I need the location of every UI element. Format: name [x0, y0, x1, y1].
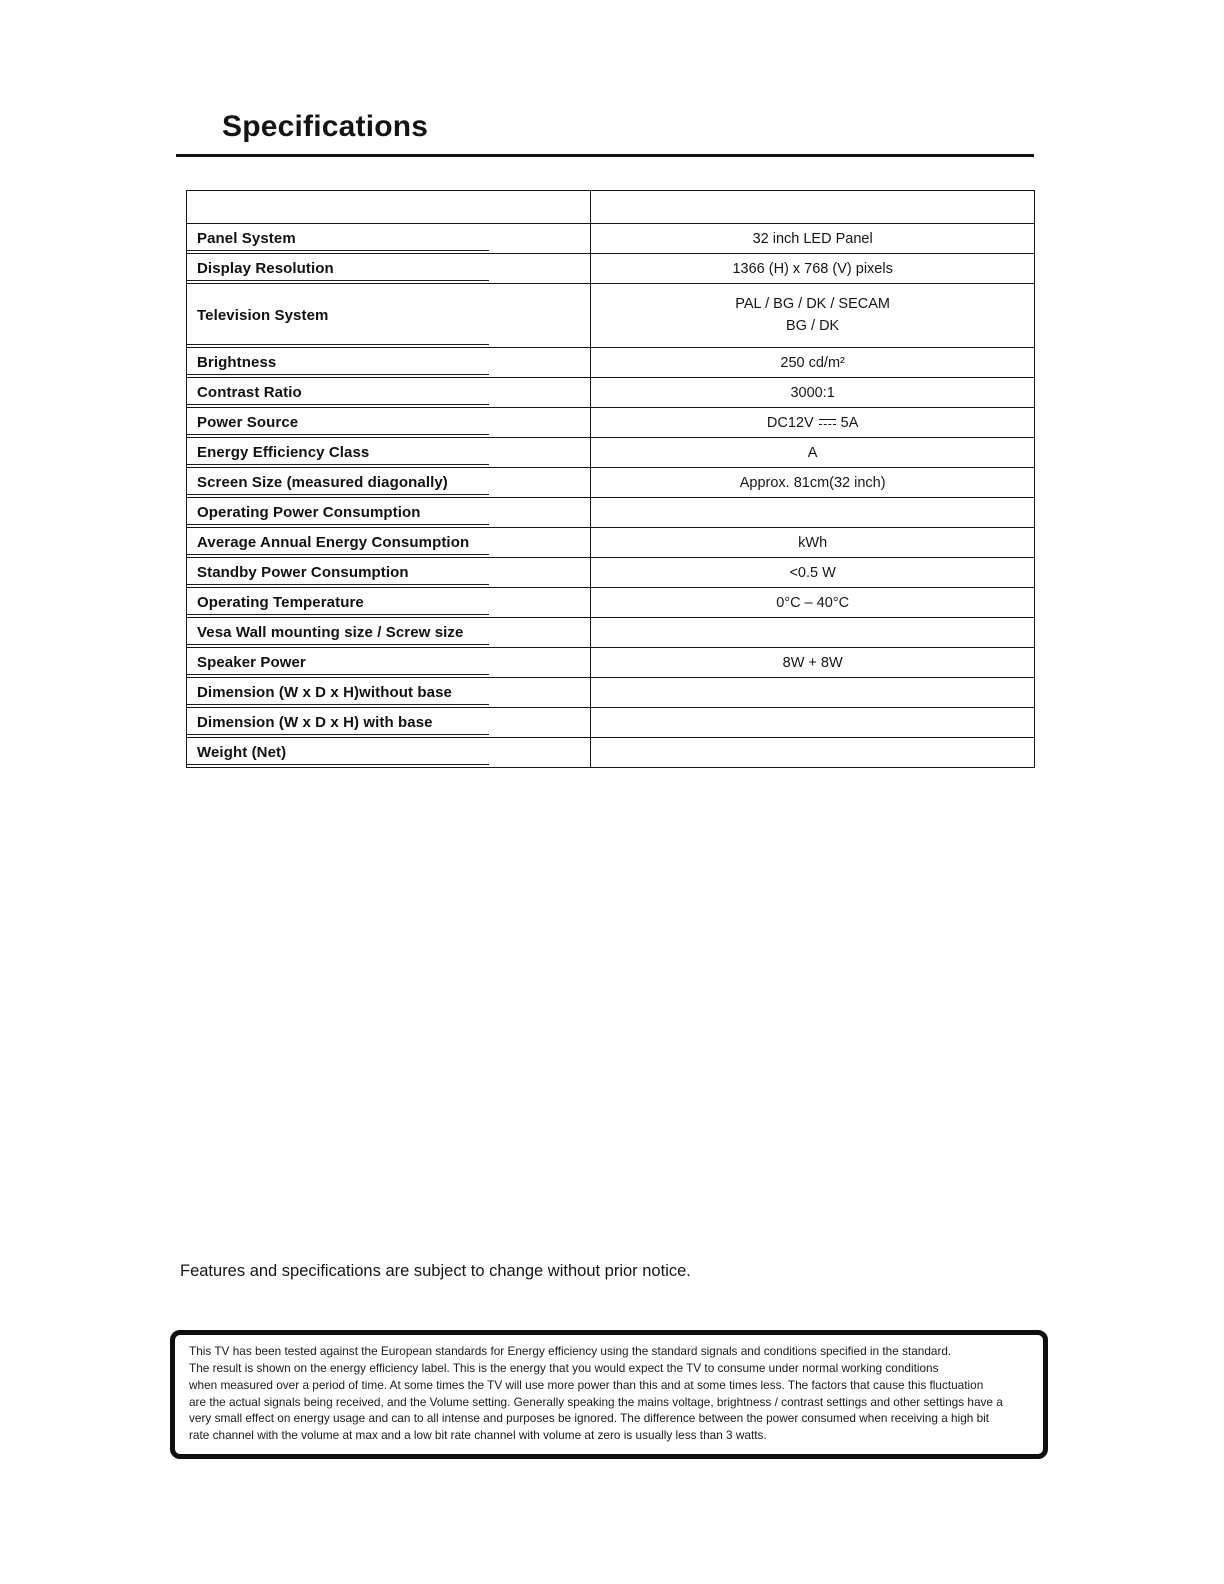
spec-label-cell	[187, 708, 591, 738]
spec-label-cell	[187, 498, 591, 528]
spec-value: Approx. 81cm(32 inch)	[739, 474, 886, 491]
spec-value-cell	[591, 254, 1035, 284]
spec-label: Power Source	[197, 414, 299, 431]
spec-row	[187, 408, 1035, 438]
spec-label-cell	[187, 558, 591, 588]
spec-label-cell	[187, 224, 591, 254]
spec-row	[187, 708, 1035, 738]
spec-value-cell	[591, 558, 1035, 588]
spec-label: Dimension (W x D x H)without base	[197, 684, 452, 701]
spec-value: 1366 (H) x 768 (V) pixels	[732, 260, 893, 277]
spec-label-cell	[187, 284, 591, 348]
spec-value: 32 inch LED Panel	[752, 230, 873, 247]
energy-notice-box	[170, 1330, 1048, 1459]
spec-label: Display Resolution	[197, 260, 334, 277]
spec-label: Operating Power Consumption	[197, 504, 421, 521]
spec-label-cell	[187, 348, 591, 378]
spec-row	[187, 378, 1035, 408]
spec-value-cell	[591, 678, 1035, 708]
page-title: Specifications	[222, 110, 429, 143]
spec-value: kWh	[798, 534, 828, 551]
spec-row	[187, 224, 1035, 254]
spec-row	[187, 284, 1035, 348]
spec-label-cell	[187, 191, 591, 224]
spec-table	[186, 190, 1035, 768]
spec-label-cell	[187, 678, 591, 708]
spec-label-cell	[187, 438, 591, 468]
spec-value-cell	[591, 468, 1035, 498]
spec-label-cell	[187, 738, 591, 768]
spec-row	[187, 348, 1035, 378]
spec-row	[187, 588, 1035, 618]
spec-label-cell	[187, 648, 591, 678]
spec-label-cell	[187, 378, 591, 408]
spec-label-cell	[187, 468, 591, 498]
spec-header-row	[187, 191, 1035, 224]
spec-label: Vesa Wall mounting size / Screw size	[197, 624, 464, 641]
spec-value: 8W + 8W	[782, 654, 843, 671]
spec-value: A	[807, 444, 818, 461]
energy-notice-line: rate channel with the volume at max and a low bit rate channel with volume at zero is usually less than 3 watts.	[189, 1428, 767, 1443]
spec-value-cell	[591, 224, 1035, 254]
spec-label: Screen Size (measured diagonally)	[197, 474, 448, 491]
spec-label: Television System	[197, 307, 329, 324]
spec-value-line: PAL / BG / DK / SECAM	[735, 296, 890, 313]
spec-label-cell	[187, 408, 591, 438]
spec-value-cell	[591, 618, 1035, 648]
spec-label: Average Annual Energy Consumption	[197, 534, 470, 551]
direct-current-icon	[819, 418, 836, 428]
energy-notice-line: The result is shown on the energy efficiency label. This is the energy that you would expect the TV to consume under normal working conditions	[189, 1360, 939, 1375]
spec-value: 250 cd/m²	[780, 354, 845, 371]
spec-label-cell	[187, 254, 591, 284]
spec-value-cell	[591, 588, 1035, 618]
spec-value-cell	[591, 738, 1035, 768]
spec-label: Contrast Ratio	[197, 384, 302, 401]
spec-row	[187, 528, 1035, 558]
spec-row	[187, 558, 1035, 588]
spec-label: Weight (Net)	[197, 744, 287, 761]
spec-row	[187, 438, 1035, 468]
spec-row	[187, 254, 1035, 284]
spec-label-cell	[187, 528, 591, 558]
spec-row	[187, 468, 1035, 498]
energy-notice-line: very small effect on energy usage and can to all intense and purposes be ignored. The difference between the power consumed when receiving a high bit	[189, 1411, 990, 1426]
spec-label: Panel System	[197, 230, 296, 247]
spec-row	[187, 618, 1035, 648]
spec-value-cell	[591, 648, 1035, 678]
spec-row	[187, 648, 1035, 678]
title-rule	[176, 154, 1034, 157]
spec-label: Dimension (W x D x H) with base	[197, 714, 433, 731]
spec-label-cell	[187, 618, 591, 648]
spec-value-cell	[591, 528, 1035, 558]
spec-value-cell	[591, 191, 1035, 224]
spec-table-body	[187, 191, 1035, 768]
change-notice-text: Features and specifications are subject to change without prior notice.	[180, 1262, 691, 1280]
spec-value-cell	[591, 284, 1035, 348]
spec-label: Energy Efficiency Class	[197, 444, 370, 461]
spec-value-cell	[591, 378, 1035, 408]
energy-notice-line: This TV has been tested against the European standards for Energy efficiency using the standard signals and conditions specified in the standard.	[189, 1344, 952, 1358]
energy-notice-line: when measured over a period of time. At some times the TV will use more power than this and at some times less. The factors that cause this fluctuation	[189, 1377, 984, 1392]
spec-value-cell	[591, 408, 1035, 438]
spec-value: <0.5 W	[789, 564, 836, 581]
spec-label: Standby Power Consumption	[197, 564, 409, 581]
spec-value-cell	[591, 708, 1035, 738]
spec-row	[187, 678, 1035, 708]
spec-row	[187, 738, 1035, 768]
spec-label: Speaker Power	[197, 654, 306, 671]
spec-value: 3000:1	[790, 384, 835, 401]
spec-value: 0°C – 40°C	[776, 594, 850, 611]
spec-value-cell	[591, 348, 1035, 378]
spec-value: 5A	[840, 414, 859, 431]
spec-value-cell	[591, 498, 1035, 528]
spec-value: DC12V	[766, 414, 814, 431]
energy-notice-line: are the actual signals being received, and the Volume setting. Generally speaking the mains voltage, brightness / contrast settings and other settings have a	[189, 1394, 1003, 1409]
spec-label: Brightness	[197, 354, 277, 371]
spec-label: Operating Temperature	[197, 594, 364, 611]
spec-label-cell	[187, 588, 591, 618]
spec-value-cell	[591, 438, 1035, 468]
spec-value-line: BG / DK	[786, 317, 840, 334]
spec-row	[187, 498, 1035, 528]
